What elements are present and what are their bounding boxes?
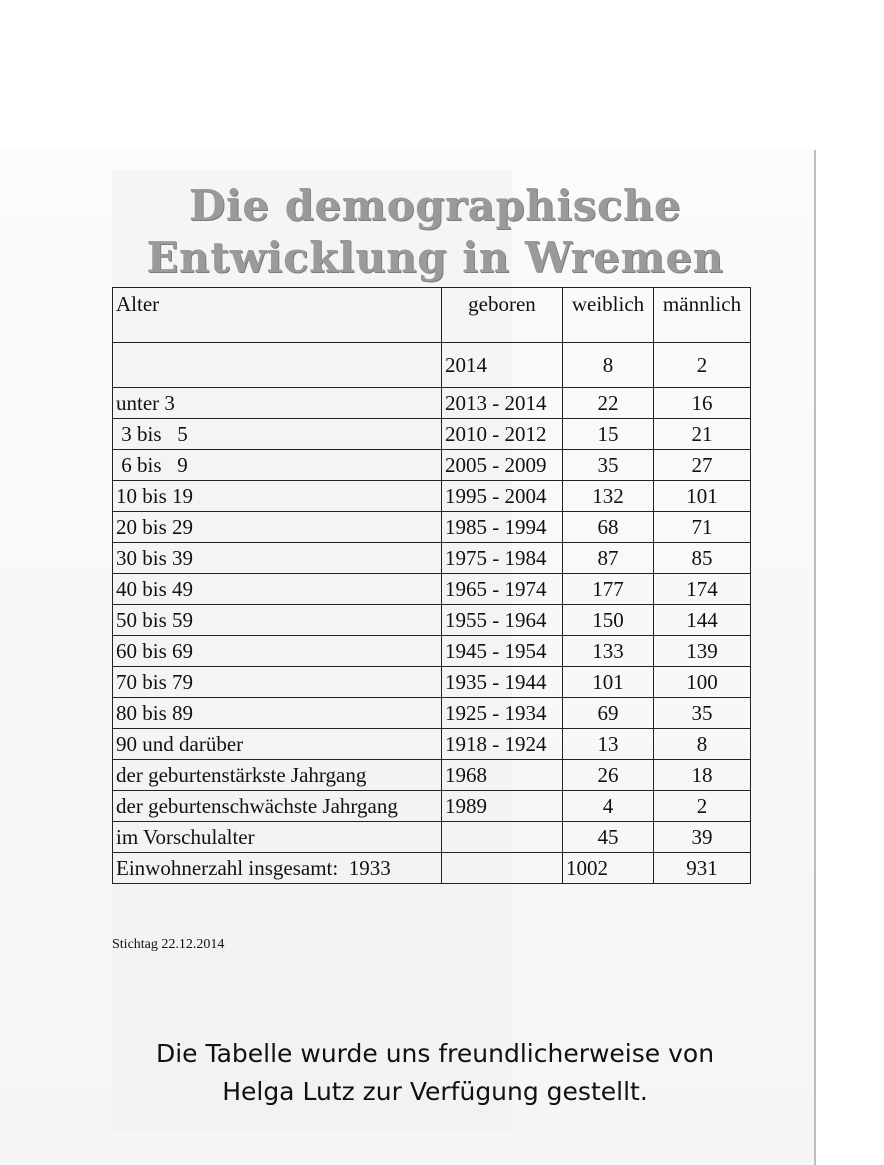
- cell-alter: 70 bis 79: [113, 667, 442, 698]
- cell-maennlich: 101: [654, 481, 751, 512]
- cell-maennlich: 2: [654, 791, 751, 822]
- cell-maennlich: 18: [654, 760, 751, 791]
- table-row: [113, 853, 751, 884]
- cell-weiblich: 101: [563, 667, 654, 698]
- cell-maennlich: 16: [654, 388, 751, 419]
- cell-weiblich: 22: [563, 388, 654, 419]
- cell-alter: der geburtenstärkste Jahrgang: [113, 760, 442, 791]
- cell-weiblich: 4: [563, 791, 654, 822]
- table-row: [113, 419, 751, 450]
- page-title-line2: Entwicklung in Wremen: [146, 233, 724, 282]
- cell-alter: 30 bis 39: [113, 543, 442, 574]
- cell-maennlich: 8: [654, 729, 751, 760]
- table-row: [113, 698, 751, 729]
- cell-alter: 40 bis 49: [113, 574, 442, 605]
- cell-weiblich: 1002: [563, 853, 654, 884]
- cell-geboren: 1955 - 1964: [442, 605, 563, 636]
- cell-alter: 50 bis 59: [113, 605, 442, 636]
- cell-alter: 20 bis 29: [113, 512, 442, 543]
- cell-maennlich: 27: [654, 450, 751, 481]
- table-row: [113, 729, 751, 760]
- header-geboren: geboren: [442, 288, 563, 343]
- credit-line2: Helga Lutz zur Verfügung gestellt.: [222, 1077, 648, 1106]
- cell-geboren: 1918 - 1924: [442, 729, 563, 760]
- cell-maennlich: 39: [654, 822, 751, 853]
- page-title-line1: Die demographische: [188, 181, 682, 230]
- cell-geboren: [442, 822, 563, 853]
- cell-weiblich: 133: [563, 636, 654, 667]
- table-row: [113, 574, 751, 605]
- cell-alter: im Vorschulalter: [113, 822, 442, 853]
- cell-alter: 3 bis 5: [113, 419, 442, 450]
- cell-maennlich: 2: [654, 343, 751, 388]
- cell-weiblich: 132: [563, 481, 654, 512]
- cell-weiblich: 8: [563, 343, 654, 388]
- cell-maennlich: 71: [654, 512, 751, 543]
- cell-weiblich: 15: [563, 419, 654, 450]
- cell-geboren: 2005 - 2009: [442, 450, 563, 481]
- cell-maennlich: 144: [654, 605, 751, 636]
- cell-geboren: 1989: [442, 791, 563, 822]
- table-row: [113, 667, 751, 698]
- table-row: [113, 760, 751, 791]
- cell-alter: der geburtenschwächste Jahrgang: [113, 791, 442, 822]
- cell-maennlich: 174: [654, 574, 751, 605]
- cell-geboren: 1968: [442, 760, 563, 791]
- cell-geboren: [442, 853, 563, 884]
- cell-alter: [113, 343, 442, 388]
- cell-alter: 6 bis 9: [113, 450, 442, 481]
- table-row: [113, 605, 751, 636]
- cell-alter: 60 bis 69: [113, 636, 442, 667]
- cell-alter: 90 und darüber: [113, 729, 442, 760]
- header-maennlich: männlich: [654, 288, 751, 343]
- cell-weiblich: 177: [563, 574, 654, 605]
- cell-weiblich: 69: [563, 698, 654, 729]
- table-row: [113, 512, 751, 543]
- cell-maennlich: 139: [654, 636, 751, 667]
- table-header-row: [113, 288, 751, 343]
- cell-weiblich: 150: [563, 605, 654, 636]
- reference-date: Stichtag 22.12.2014: [112, 937, 225, 952]
- header-weiblich: weiblich: [563, 288, 654, 343]
- cell-geboren: 1985 - 1994: [442, 512, 563, 543]
- header-alter: Alter: [113, 288, 442, 343]
- cell-weiblich: 35: [563, 450, 654, 481]
- cell-weiblich: 68: [563, 512, 654, 543]
- cell-weiblich: 26: [563, 760, 654, 791]
- cell-maennlich: 100: [654, 667, 751, 698]
- cell-geboren: 1945 - 1954: [442, 636, 563, 667]
- cell-alter: Einwohnerzahl insgesamt: 1933: [113, 853, 442, 884]
- table-row: [113, 543, 751, 574]
- cell-geboren: 1925 - 1934: [442, 698, 563, 729]
- table-row: [113, 822, 751, 853]
- table-row: [113, 388, 751, 419]
- credit-line1: Die Tabelle wurde uns freundlicherweise von: [155, 1039, 715, 1068]
- cell-weiblich: 45: [563, 822, 654, 853]
- cell-geboren: 1995 - 2004: [442, 481, 563, 512]
- credit-note: [0, 1035, 870, 1111]
- cell-weiblich: 87: [563, 543, 654, 574]
- cell-maennlich: 35: [654, 698, 751, 729]
- table-row: [113, 636, 751, 667]
- cell-maennlich: 85: [654, 543, 751, 574]
- table-row: [113, 343, 751, 388]
- cell-maennlich: 931: [654, 853, 751, 884]
- cell-alter: 10 bis 19: [113, 481, 442, 512]
- cell-geboren: 2010 - 2012: [442, 419, 563, 450]
- cell-geboren: 2014: [442, 343, 563, 388]
- cell-geboren: 1965 - 1974: [442, 574, 563, 605]
- table-row: [113, 450, 751, 481]
- table-row: [113, 481, 751, 512]
- cell-alter: 80 bis 89: [113, 698, 442, 729]
- cell-maennlich: 21: [654, 419, 751, 450]
- demographics-table: [112, 287, 751, 884]
- cell-alter: unter 3: [113, 388, 442, 419]
- cell-geboren: 1935 - 1944: [442, 667, 563, 698]
- cell-geboren: 1975 - 1984: [442, 543, 563, 574]
- cell-geboren: 2013 - 2014: [442, 388, 563, 419]
- cell-weiblich: 13: [563, 729, 654, 760]
- table-row: [113, 791, 751, 822]
